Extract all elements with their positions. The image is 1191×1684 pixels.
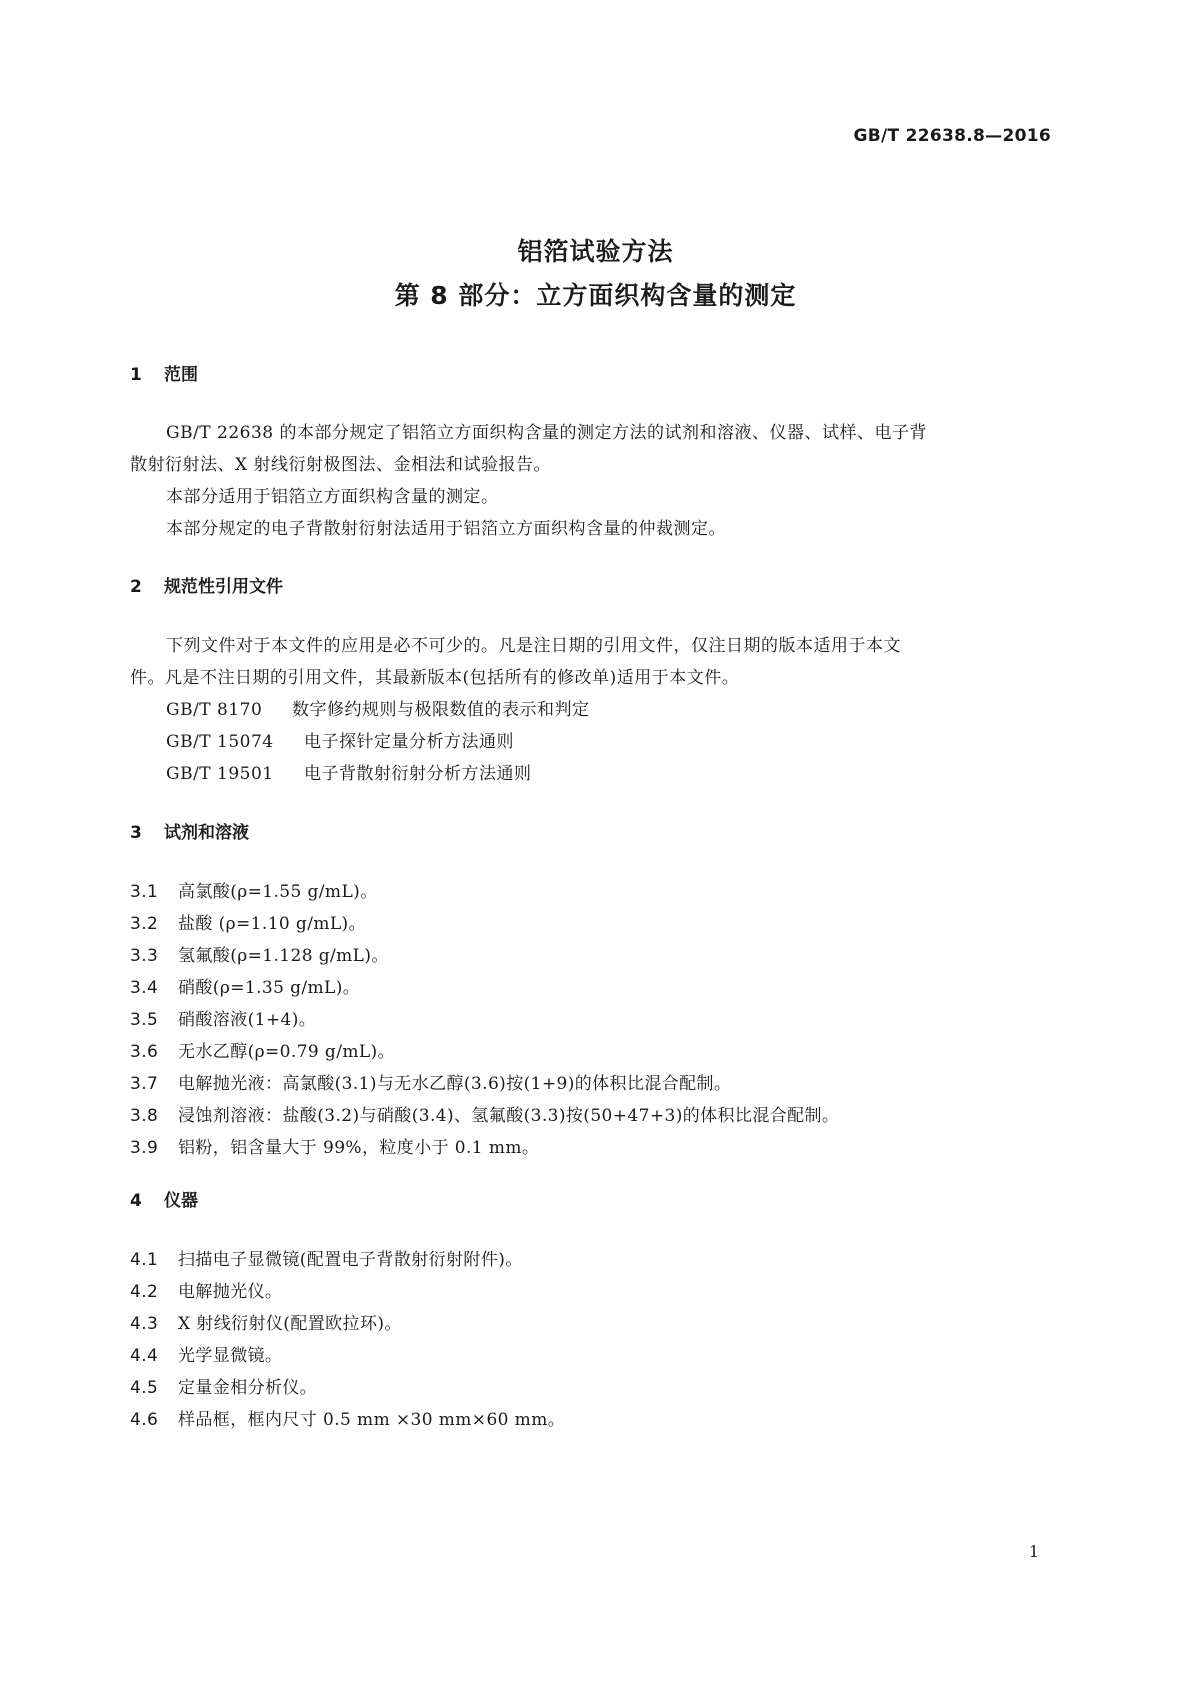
section-number: 4 bbox=[130, 1191, 142, 1211]
list-item bbox=[130, 941, 389, 966]
section-heading-normative-references bbox=[130, 572, 283, 597]
paragraph-line: 件。凡是不注日期的引用文件，其最新版本(包括所有的修改单)适用于本文件。 bbox=[130, 668, 740, 688]
item-text: 盐酸 (ρ=1.10 g/mL)。 bbox=[178, 914, 366, 934]
item-number: 4.6 bbox=[130, 1410, 159, 1430]
item-number: 3.6 bbox=[130, 1042, 159, 1062]
section-number: 1 bbox=[130, 365, 142, 385]
list-item bbox=[130, 1005, 316, 1030]
paragraph: 本部分规定的电子背散射衍射法适用于铝箔立方面织构含量的仲裁测定。 bbox=[166, 519, 726, 539]
document-title: 铝箔试验方法 bbox=[517, 237, 674, 266]
section-number: 2 bbox=[130, 577, 142, 597]
section-heading-scope bbox=[130, 360, 198, 385]
section-title: 范围 bbox=[164, 365, 198, 385]
reference-code: GB/T 19501 bbox=[166, 764, 274, 784]
item-number: 3.5 bbox=[130, 1010, 159, 1030]
item-text: 铝粉，铝含量大于 99%，粒度小于 0.1 mm。 bbox=[178, 1138, 540, 1158]
item-text: 高氯酸(ρ=1.55 g/mL)。 bbox=[178, 882, 378, 902]
item-number: 3.3 bbox=[130, 946, 159, 966]
item-text: 扫描电子显微镜(配置电子背散射衍射附件)。 bbox=[178, 1250, 523, 1270]
list-item bbox=[130, 1245, 523, 1270]
item-text: X 射线衍射仪(配置欧拉环)。 bbox=[178, 1314, 402, 1334]
reference-item bbox=[166, 727, 514, 752]
item-number: 4.5 bbox=[130, 1378, 159, 1398]
list-item bbox=[130, 1341, 282, 1366]
item-text: 电解抛光液：高氯酸(3.1)与无水乙醇(3.6)按(1+9)的体积比混合配制。 bbox=[178, 1074, 732, 1094]
item-text: 硝酸溶液(1+4)。 bbox=[178, 1010, 317, 1030]
reference-item bbox=[166, 759, 532, 784]
item-number: 3.2 bbox=[130, 914, 159, 934]
item-text: 电解抛光仪。 bbox=[178, 1282, 283, 1302]
list-item bbox=[130, 1069, 731, 1094]
paragraph-line: GB/T 22638 的本部分规定了铝箔立方面织构含量的测定方法的试剂和溶液、仪器、试样、电子背 bbox=[166, 423, 928, 443]
list-item bbox=[130, 1309, 402, 1334]
section-heading-apparatus bbox=[130, 1186, 198, 1211]
item-text: 无水乙醇(ρ=0.79 g/mL)。 bbox=[178, 1042, 395, 1062]
item-number: 4.2 bbox=[130, 1282, 159, 1302]
list-item bbox=[130, 1405, 565, 1430]
list-item bbox=[130, 1037, 395, 1062]
reference-code: GB/T 8170 bbox=[166, 700, 263, 720]
list-item bbox=[130, 909, 366, 934]
item-number: 3.1 bbox=[130, 882, 159, 902]
item-number: 4.4 bbox=[130, 1346, 159, 1366]
section-title: 规范性引用文件 bbox=[164, 577, 283, 597]
reference-code: GB/T 15074 bbox=[166, 732, 274, 752]
item-text: 定量金相分析仪。 bbox=[178, 1378, 318, 1398]
reference-title: 电子探针定量分析方法通则 bbox=[304, 732, 514, 752]
page-number: 1 bbox=[1028, 1542, 1039, 1561]
reference-title: 数字修约规则与极限数值的表示和判定 bbox=[292, 700, 590, 720]
document-subtitle: 第 8 部分：立方面织构含量的测定 bbox=[394, 281, 797, 310]
item-text: 样品框，框内尺寸 0.5 mm ×30 mm×60 mm。 bbox=[178, 1410, 566, 1430]
list-item bbox=[130, 973, 360, 998]
item-number: 3.9 bbox=[130, 1138, 159, 1158]
item-number: 3.7 bbox=[130, 1074, 159, 1094]
item-number: 4.3 bbox=[130, 1314, 159, 1334]
list-item bbox=[130, 1277, 282, 1302]
paragraph-line: 下列文件对于本文件的应用是必不可少的。凡是注日期的引用文件，仅注日期的版本适用于本文 bbox=[166, 636, 901, 656]
reference-title: 电子背散射衍射分析方法通则 bbox=[304, 764, 532, 784]
section-heading-reagents bbox=[130, 818, 249, 843]
section-title: 仪器 bbox=[164, 1191, 198, 1211]
section-title: 试剂和溶液 bbox=[164, 823, 249, 843]
item-text: 硝酸(ρ=1.35 g/mL)。 bbox=[178, 978, 361, 998]
item-number: 3.4 bbox=[130, 978, 159, 998]
section-number: 3 bbox=[130, 823, 142, 843]
list-item bbox=[130, 877, 378, 902]
standard-code: GB/T 22638.8—2016 bbox=[853, 126, 1051, 146]
item-text: 氢氟酸(ρ=1.128 g/mL)。 bbox=[178, 946, 389, 966]
reference-item bbox=[166, 695, 590, 720]
item-text: 浸蚀剂溶液：盐酸(3.2)与硝酸(3.4)、氢氟酸(3.3)按(50+47+3)的体积比混合配制。 bbox=[178, 1106, 840, 1126]
paragraph: 本部分适用于铝箔立方面织构含量的测定。 bbox=[166, 487, 499, 507]
list-item bbox=[130, 1101, 839, 1126]
item-text: 光学显微镜。 bbox=[178, 1346, 283, 1366]
paragraph-line: 散射衍射法、X 射线衍射极图法、金相法和试验报告。 bbox=[130, 455, 552, 475]
list-item bbox=[130, 1133, 539, 1158]
item-number: 3.8 bbox=[130, 1106, 159, 1126]
item-number: 4.1 bbox=[130, 1250, 159, 1270]
list-item bbox=[130, 1373, 317, 1398]
